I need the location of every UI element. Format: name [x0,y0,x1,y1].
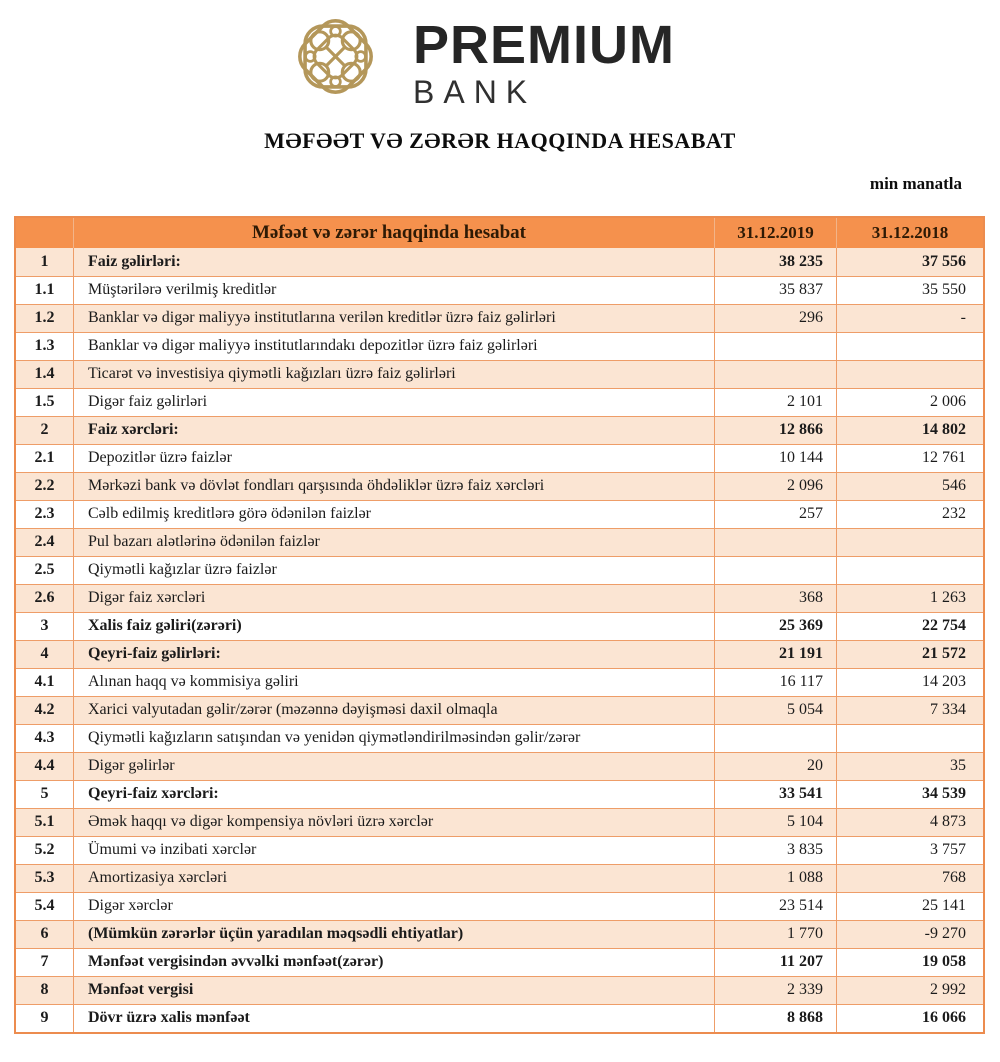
table-row [16,304,983,332]
row-number: 5.1 [34,813,55,831]
table-row [16,668,983,696]
row-label: Mərkəzi bank və dövlət fondları qarşısında öhdəliklər üzrə faiz xərcləri [73,473,714,500]
row-label: Digər xərclər [73,893,714,920]
row-number: 4.4 [34,757,55,775]
row-value-2019: 33 541 [714,781,836,808]
row-value-2018: 7 334 [836,697,983,724]
table-header-row [16,218,983,248]
row-value-2018: -9 270 [836,921,983,948]
row-value-2018: 12 761 [836,445,983,472]
document-title: MƏFƏƏT VƏ ZƏRƏR HAQQINDA HESABAT [264,128,736,153]
row-number: 5 [40,785,49,803]
row-value-2019 [714,333,836,360]
table-row [16,724,983,752]
table-row [16,920,983,948]
row-number: 8 [40,981,49,999]
brand-name: PREMIUM [413,15,675,75]
row-label: Xalis faiz gəliri(zərəri) [73,613,714,640]
row-number: 3 [40,617,49,635]
table-row [16,1004,983,1032]
table-row [16,612,983,640]
row-value-2019 [714,725,836,752]
row-number: 1.1 [34,281,55,299]
row-label: Cəlb edilmiş kreditlərə görə ödənilən faizlər [73,501,714,528]
row-number: 1.5 [34,393,55,411]
row-value-2018 [836,361,983,388]
row-value-2018: 21 572 [836,641,983,668]
row-value-2019: 368 [714,585,836,612]
row-label: Qeyri-faiz xərcləri: [73,781,714,808]
row-value-2018: 546 [836,473,983,500]
row-number: 2.3 [34,505,55,523]
table-row [16,948,983,976]
row-value-2019: 2 096 [714,473,836,500]
row-value-2018: 14 203 [836,669,983,696]
row-label: Alınan haqq və kommisiya gəliri [73,669,714,696]
row-value-2018 [836,725,983,752]
row-label: Depozitlər üzrə faizlər [73,445,714,472]
row-value-2019: 11 207 [714,949,836,976]
row-label: Banklar və digər maliyyə institutlarındakı depozitlər üzrə faiz gəlirləri [73,333,714,360]
row-number: 4.3 [34,729,55,747]
row-value-2019 [714,529,836,556]
table-row [16,528,983,556]
row-value-2019: 5 054 [714,697,836,724]
row-number: 1.4 [34,365,55,383]
row-number: 1.3 [34,337,55,355]
row-number: 2.6 [34,589,55,607]
row-number: 2 [40,421,49,439]
row-label: Əmək haqqı və digər kompensiya növləri üzrə xərclər [73,809,714,836]
row-label: Dövr üzrə xalis mənfəət [73,1005,714,1032]
row-number: 2.5 [34,561,55,579]
row-value-2019: 38 235 [714,248,836,276]
table-row [16,556,983,584]
row-label: Amortizasiya xərcləri [73,865,714,892]
header-col-2018: 31.12.2018 [836,218,983,248]
table-body [16,248,983,1032]
row-value-2018: 16 066 [836,1005,983,1032]
row-label: Faiz gəlirləri: [73,248,714,276]
row-number: 4.1 [34,673,55,691]
table-row [16,976,983,1004]
row-value-2018: 37 556 [836,248,983,276]
table-row [16,836,983,864]
table-row [16,472,983,500]
row-value-2018: 22 754 [836,613,983,640]
row-number: 5.4 [34,897,55,915]
header-title-cell: Məfəət və zərər haqqinda hesabat [73,218,714,248]
profit-loss-table [14,216,985,1034]
table-row [16,864,983,892]
row-value-2018: 2 006 [836,389,983,416]
row-label: Mənfəət vergisi [73,977,714,1004]
row-value-2019: 3 835 [714,837,836,864]
row-label: (Mümkün zərərlər üçün yaradılan məqsədli ehtiyatlar) [73,921,714,948]
table-row [16,892,983,920]
row-value-2018: 35 [836,753,983,780]
row-label: Pul bazarı alətlərinə ödənilən faizlər [73,529,714,556]
row-value-2018: 2 992 [836,977,983,1004]
row-label: Banklar və digər maliyyə institutlarına verilən kreditlər üzrə faiz gəlirləri [73,305,714,332]
row-value-2018: 4 873 [836,809,983,836]
row-value-2018: 1 263 [836,585,983,612]
premium-bank-knot-icon [283,4,388,109]
row-number: 1.2 [34,309,55,327]
row-number: 2.1 [34,449,55,467]
row-number: 5.2 [34,841,55,859]
row-value-2018 [836,333,983,360]
row-number: 4.2 [34,701,55,719]
table-row [16,696,983,724]
row-number: 1 [40,252,49,270]
row-value-2019: 21 191 [714,641,836,668]
row-value-2019: 10 144 [714,445,836,472]
row-value-2018: 19 058 [836,949,983,976]
row-value-2018 [836,529,983,556]
row-value-2018: 25 141 [836,893,983,920]
brand-wordmark [413,15,675,110]
row-label: Digər faiz xərcləri [73,585,714,612]
row-value-2019: 2 339 [714,977,836,1004]
row-value-2019: 296 [714,305,836,332]
row-number: 2.4 [34,533,55,551]
row-label: Digər faiz gəlirləri [73,389,714,416]
table-row [16,752,983,780]
row-value-2019: 1 088 [714,865,836,892]
brand-subname: BANK [413,74,537,110]
row-value-2019: 35 837 [714,277,836,304]
row-value-2018 [836,557,983,584]
row-label: Mənfəət vergisindən əvvəlki mənfəət(zərər) [73,949,714,976]
table-row [16,500,983,528]
row-number: 2.2 [34,477,55,495]
table-row [16,444,983,472]
row-value-2019: 20 [714,753,836,780]
row-label: Qiymətli kağızlar üzrə faizlər [73,557,714,584]
row-label: Qeyri-faiz gəlirləri: [73,641,714,668]
row-label: Digər gəlirlər [73,753,714,780]
row-value-2018: 35 550 [836,277,983,304]
row-value-2018: 768 [836,865,983,892]
row-number: 7 [40,953,49,971]
row-label: Qiymətli kağızların satışından və yenidən qiymətləndirilməsindən gəlir/zərər [73,725,714,752]
table-row [16,416,983,444]
header-number-cell [16,231,73,235]
row-label: Ümumi və inzibati xərclər [73,837,714,864]
table-row [16,360,983,388]
table-row [16,808,983,836]
unit-note: min manatla [869,174,962,193]
row-value-2018: 34 539 [836,781,983,808]
row-number: 6 [40,925,49,943]
table-row [16,332,983,360]
table-row [16,780,983,808]
row-value-2019: 2 101 [714,389,836,416]
table-row [16,248,983,276]
row-value-2019 [714,361,836,388]
row-value-2018: 232 [836,501,983,528]
row-label: Faiz xərcləri: [73,417,714,444]
table-row [16,584,983,612]
row-value-2019 [714,557,836,584]
row-number: 4 [40,645,49,663]
table-row [16,276,983,304]
row-value-2019: 257 [714,501,836,528]
row-value-2019: 12 866 [714,417,836,444]
row-label: Ticarət və investisiya qiymətli kağızları üzrə faiz gəlirləri [73,361,714,388]
row-number: 5.3 [34,869,55,887]
row-value-2019: 25 369 [714,613,836,640]
row-value-2018: 3 757 [836,837,983,864]
table-row [16,388,983,416]
table-row [16,640,983,668]
row-value-2019: 5 104 [714,809,836,836]
row-value-2018: 14 802 [836,417,983,444]
row-value-2019: 23 514 [714,893,836,920]
row-value-2018: - [836,305,983,332]
row-label: Müştərilərə verilmiş kreditlər [73,277,714,304]
row-value-2019: 8 868 [714,1005,836,1032]
header-col-2019: 31.12.2019 [714,218,836,248]
row-label: Xarici valyutadan gəlir/zərər (məzənnə dəyişməsi daxil olmaqla [73,697,714,724]
row-value-2019: 1 770 [714,921,836,948]
row-number: 9 [40,1009,49,1027]
row-value-2019: 16 117 [714,669,836,696]
